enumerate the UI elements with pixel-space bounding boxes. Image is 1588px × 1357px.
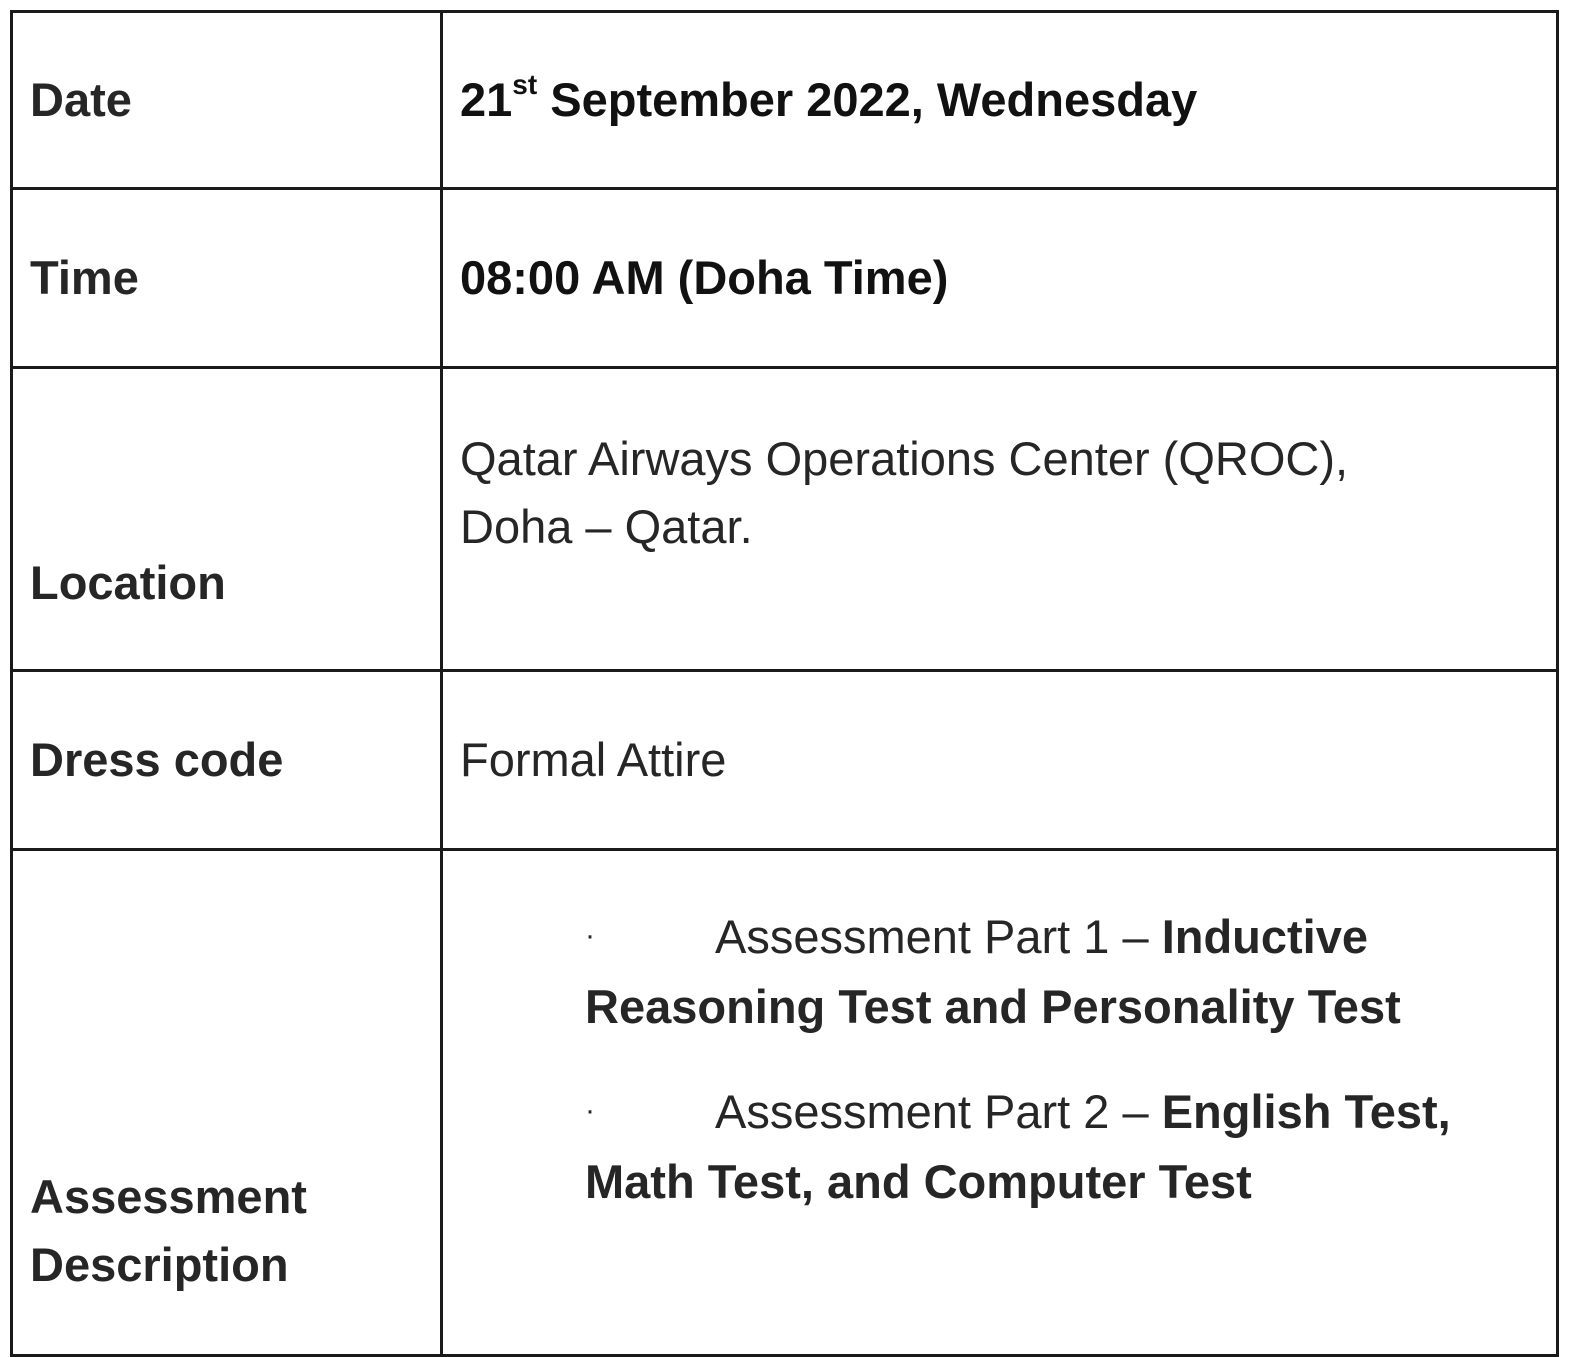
date-day: 21: [460, 73, 513, 126]
location-value: [442, 368, 1558, 671]
location-line-2: Doha – Qatar.: [460, 500, 753, 553]
dress-code-label: Dress code: [12, 671, 442, 850]
assessment-list: [460, 901, 1546, 1217]
list-item: [585, 1076, 1546, 1217]
list-item: [585, 901, 1546, 1042]
assessment-value: [442, 850, 1558, 1356]
table-row-location: [12, 368, 1558, 671]
bullet-dot-icon: ·: [585, 1094, 595, 1127]
table-row-date: [12, 12, 1558, 189]
assessment-part-tests: English Test, Math Test, and Computer Test: [585, 1085, 1451, 1208]
location-label: Location: [12, 368, 442, 671]
time-value: 08:00 AM (Doha Time): [442, 189, 1558, 368]
assessment-part-prefix: Assessment Part 2 –: [715, 1085, 1162, 1138]
location-line-1: Qatar Airways Operations Center (QROC),: [460, 432, 1349, 485]
dress-code-value: Formal Attire: [442, 671, 1558, 850]
bullet-dot-icon: ·: [585, 919, 595, 952]
table-row-dress-code: [12, 671, 1558, 850]
date-ordinal-suffix: st: [512, 69, 538, 100]
table-row-time: [12, 189, 1558, 368]
assessment-details-table: [10, 10, 1559, 1357]
table-row-assessment: [12, 850, 1558, 1356]
time-label: Time: [12, 189, 442, 368]
assessment-label: [12, 850, 442, 1356]
assessment-label-line-1: Assessment: [30, 1170, 307, 1223]
assessment-part-prefix: Assessment Part 1 –: [715, 910, 1162, 963]
assessment-label-line-2: Description: [30, 1238, 289, 1291]
date-label: Date: [12, 12, 442, 189]
date-value: [442, 12, 1558, 189]
assessment-part-tests: Inductive Reasoning Test and Personality Test: [585, 910, 1401, 1033]
date-rest: September 2022, Wednesday: [537, 73, 1198, 126]
